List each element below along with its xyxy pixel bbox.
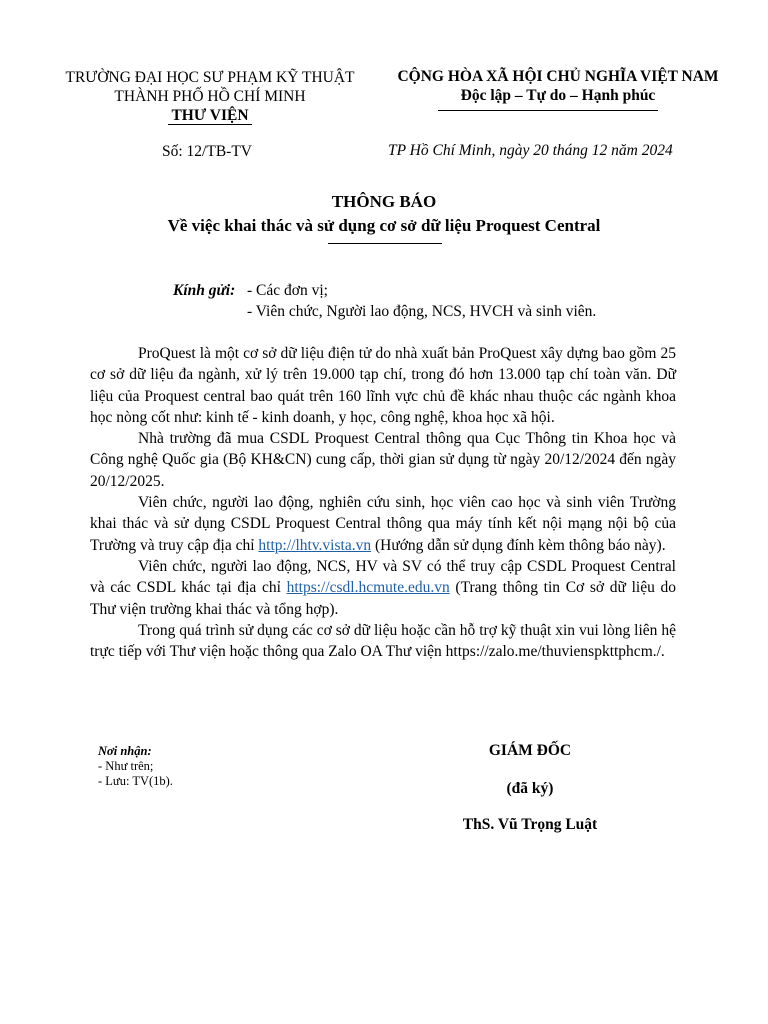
- place-date: TP Hồ Chí Minh, ngày 20 tháng 12 năm 2024: [388, 142, 673, 159]
- receivers-label: Nơi nhận:: [98, 744, 152, 758]
- receivers-block: [98, 744, 173, 789]
- nation-name: CỘNG HÒA XÃ HỘI CHỦ NGHĨA VIỆT NAM: [397, 68, 719, 85]
- recipient-line: - Viên chức, Người lao động, NCS, HVCH và sinh viên.: [247, 303, 597, 320]
- body-paragraph: Trong quá trình sử dụng các cơ sở dữ liệu hoặc cần hỗ trợ kỹ thuật xin vui lòng liên hệ trực tiếp với Thư viện hoặc thông qua Zalo OA Thư viện https://zalo.me/thuvienspkttphcm./.: [90, 621, 676, 661]
- document-number: Số: 12/TB-TV: [162, 143, 252, 160]
- library-name: THƯ VIỆN: [171, 107, 249, 124]
- title-main: THÔNG BÁO: [331, 192, 437, 211]
- receiver-line: - Như trên;: [98, 759, 154, 773]
- body-paragraph: [90, 556, 676, 620]
- signer-role: GIÁM ĐỐC: [488, 742, 572, 759]
- recipient-line: - Các đơn vị;: [247, 282, 328, 299]
- paragraph-text: Viên chức, người lao động, NCS, HV và SV có thể truy cập CSDL Proquest Central và các CSDL khác tại địa chỉ: [90, 557, 676, 597]
- title-subject: Về việc khai thác và sử dụng cơ sở dữ liệu Proquest Central: [167, 216, 601, 235]
- document-title: [0, 190, 768, 238]
- body-paragraph: [90, 492, 676, 556]
- motto-underline: [438, 110, 658, 111]
- issuing-organization: [40, 68, 380, 125]
- vista-link[interactable]: http://lhtv.vista.vn: [258, 536, 372, 554]
- receiver-line: - Lưu: TV(1b).: [98, 774, 173, 788]
- document-body: [90, 343, 676, 662]
- title-underline: [328, 243, 442, 244]
- paragraph-text: (Hướng dẫn sử dụng đính kèm thông báo này).: [371, 536, 666, 554]
- recipients-label: Kính gửi:: [173, 282, 236, 299]
- signer-name: ThS. Vũ Trọng Luật: [462, 816, 598, 833]
- paragraph-text: (Trang thông tin Cơ sở dữ liệu do Thư viện trường khai thác và tổng hợp).: [90, 579, 677, 618]
- paragraph-text: Viên chức, người lao động, nghiên cứu sinh, học viên cao học và sinh viên Trường khai thác và sử dụng CSDL Proquest Central thông qua máy tính kết nội mạng nội bộ của Trường và truy cập địa chỉ: [90, 494, 676, 554]
- signature-block: [420, 742, 640, 834]
- body-paragraph: ProQuest là một cơ sở dữ liệu điện tử do nhà xuất bản ProQuest xây dựng bao gồm 25 cơ sở dữ liệu đa ngành, xử lý trên 19.000 tạp chí, trong đó hơn 13.000 tạp chí toàn văn. Dữ liệu của Proquest central bao quát trên 160 lĩnh vực chủ đề khác nhau thuộc các ngành khoa học nòng cốt như: kinh tế - kinh doanh, y học, công nghệ, khoa học xã hội.: [90, 345, 676, 426]
- org-underline: [168, 124, 252, 125]
- city-name: THÀNH PHỐ HỒ CHÍ MINH: [114, 88, 306, 105]
- csdl-link[interactable]: https://csdl.hcmute.edu.vn: [286, 579, 450, 597]
- university-name: TRƯỜNG ĐẠI HỌC SƯ PHẠM KỸ THUẬT: [65, 69, 355, 86]
- national-header: [380, 67, 736, 105]
- body-paragraph: Nhà trường đã mua CSDL Proquest Central thông qua Cục Thông tin Khoa học và Công nghệ Quốc gia (Bộ KH&CN) cung cấp, thời gian sử dụng từ ngày 20/12/2024 đến ngày 20/12/2025.: [90, 430, 676, 490]
- national-motto: Độc lập – Tự do – Hạnh phúc: [460, 87, 656, 104]
- signed-note: (đã ký): [506, 780, 554, 797]
